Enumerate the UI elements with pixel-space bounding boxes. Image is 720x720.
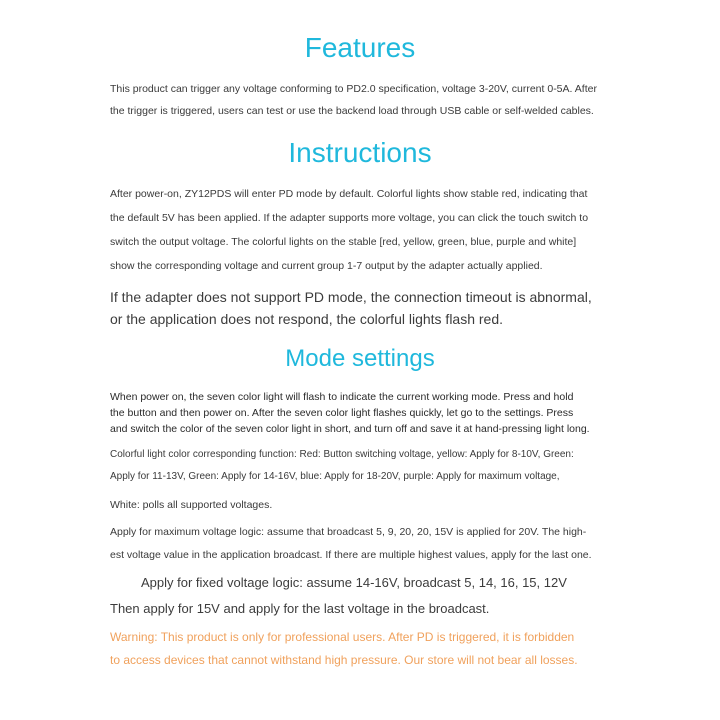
max-logic-line-2: est voltage value in the application broadcast. If there are multiple highest values, apply for the last one.: [110, 549, 592, 561]
white-line: White: polls all supported voltages.: [110, 499, 273, 511]
mode-settings-heading: Mode settings: [285, 345, 435, 372]
mode-intro-line-3: and switch the color of the seven color light in short, and turn off and save it at hand-pressing light long.: [110, 423, 590, 435]
warning-line-2: to access devices that cannot withstand high pressure. Our store will not bear all losses.: [110, 653, 578, 667]
instructions-text-line-1: After power-on, ZY12PDS will enter PD mode by default. Colorful lights show stable red, indicating that: [110, 188, 588, 200]
instructions-text-line-4: show the corresponding voltage and current group 1-7 output by the adapter actually applied.: [110, 260, 543, 272]
features-text-line-1: This product can trigger any voltage conforming to PD2.0 specification, voltage 3-20V, current 0-5A. After: [110, 83, 597, 95]
color-function-line-1: Colorful light color corresponding function: Red: Button switching voltage, yellow: Apply for 8-10V, Green:: [110, 449, 574, 460]
then-line: Then apply for 15V and apply for the last voltage in the broadcast.: [110, 601, 490, 616]
instructions-text-line-2: the default 5V has been applied. If the adapter supports more voltage, you can click the touch switch to: [110, 212, 589, 224]
mode-intro-line-2: the button and then power on. After the seven color light flashes quickly, let go to the settings. Press: [110, 407, 574, 419]
instructions-text-line-3: switch the output voltage. The colorful lights on the stable [red, yellow, green, blue, purple and white]: [110, 236, 577, 248]
features-heading: Features: [304, 32, 416, 63]
color-function-line-2: Apply for 11-13V, Green: Apply for 14-16V, blue: Apply for 18-20V, purple: Apply for maximum voltage,: [110, 471, 560, 482]
instructions-note-line-1: If the adapter does not support PD mode, the connection timeout is abnormal,: [110, 289, 592, 305]
warning-line-1: Warning: This product is only for professional users. After PD is triggered, it is forbidden: [110, 630, 575, 644]
instructions-note-line-2: or the application does not respond, the colorful lights flash red.: [110, 311, 504, 327]
features-text-line-2: the trigger is triggered, users can test or use the backend load through USB cable or self-welded cables.: [110, 105, 594, 117]
mode-intro-line-1: When power on, the seven color light will flash to indicate the current working mode. Press and hold: [110, 391, 574, 403]
fixed-logic-line: Apply for fixed voltage logic: assume 14-16V, broadcast 5, 14, 16, 15, 12V: [141, 575, 567, 590]
instructions-heading: Instructions: [288, 137, 432, 168]
max-logic-line-1: Apply for maximum voltage logic: assume that broadcast 5, 9, 20, 20, 15V is applied for 20V. The high-: [110, 526, 587, 538]
